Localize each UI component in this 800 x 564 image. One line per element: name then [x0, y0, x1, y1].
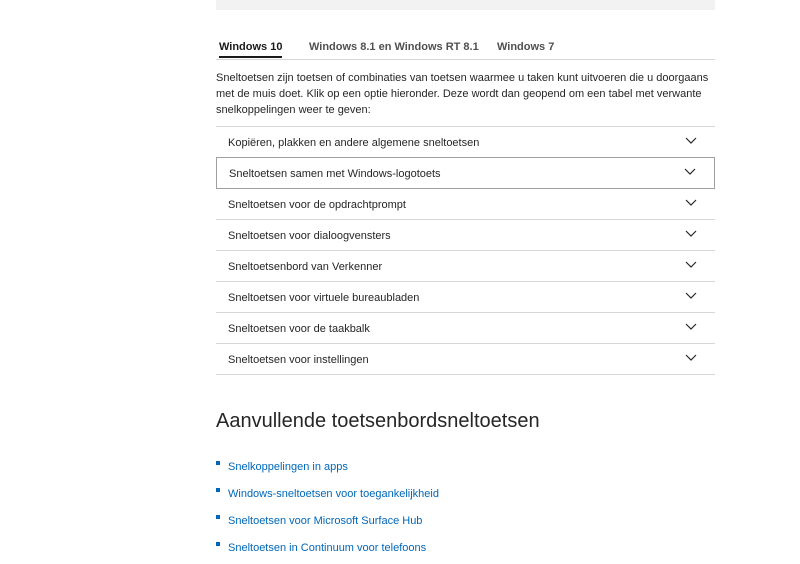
link-continuum-shortcuts[interactable]: Sneltoetsen in Continuum voor telefoons: [228, 542, 427, 554]
top-content-box: [216, 0, 715, 10]
accordion-item-taskbar[interactable]: [216, 313, 715, 344]
accordion-item-label: Sneltoetsen voor dialoogvensters: [228, 230, 391, 242]
accordion-item-label: Sneltoetsen voor de opdrachtprompt: [228, 199, 406, 211]
chevron-down-icon: [685, 354, 697, 362]
accordion-item-label: Sneltoetsenbord van Verkenner: [228, 261, 383, 273]
link-surface-hub-shortcuts[interactable]: Sneltoetsen voor Microsoft Surface Hub: [228, 515, 423, 527]
chevron-down-icon: [685, 137, 697, 145]
link-accessibility-shortcuts[interactable]: Windows-sneltoetsen voor toegankelijkheid: [228, 488, 439, 500]
accordion-item-file-explorer[interactable]: [216, 251, 715, 282]
accordion-item-label: Sneltoetsen voor instellingen: [228, 354, 369, 366]
accordion-item-label: Sneltoetsen voor virtuele bureaubladen: [228, 292, 420, 304]
accordion-item-label: Sneltoetsen samen met Windows-logotoets: [229, 168, 441, 180]
additional-shortcuts-heading: Aanvullende toetsenbordsneltoetsen: [216, 410, 540, 432]
bullet-icon: [216, 461, 220, 465]
chevron-down-icon: [685, 261, 697, 269]
tab-windows-7[interactable]: Windows 7: [497, 41, 555, 53]
accordion-item-dialog-boxes[interactable]: [216, 220, 715, 251]
chevron-down-icon: [685, 292, 697, 300]
bullet-icon: [216, 542, 220, 546]
os-version-tabs: [216, 40, 715, 60]
accordion-item-label: Sneltoetsen voor de taakbalk: [228, 323, 370, 335]
accordion-item-label: Kopiëren, plakken en andere algemene sneltoetsen: [228, 137, 480, 149]
tab-windows-8-1[interactable]: Windows 8.1 en Windows RT 8.1: [309, 41, 479, 53]
intro-text: Sneltoetsen zijn toetsen of combinaties van toetsen waarmee u taken kunt uitvoeren die u doorgaans met de muis doet. Klik op een optie hieronder. Deze wordt dan geopend om een tabel met verwante snelkoppelingen weer te geven:: [216, 72, 709, 116]
bullet-icon: [216, 515, 220, 519]
additional-links-list: [216, 456, 439, 564]
accordion-item-windows-logo-key[interactable]: [216, 157, 715, 189]
chevron-down-icon: [685, 230, 697, 238]
list-item: [216, 456, 439, 483]
tab-windows-10[interactable]: Windows 10: [219, 41, 282, 58]
accordion-item-virtual-desktops[interactable]: [216, 282, 715, 313]
list-item: [216, 537, 439, 564]
bullet-icon: [216, 488, 220, 492]
chevron-down-icon: [685, 323, 697, 331]
accordion-item-settings[interactable]: [216, 344, 715, 375]
chevron-down-icon: [685, 199, 697, 207]
list-item: [216, 483, 439, 510]
chevron-down-icon: [684, 168, 696, 176]
accordion-item-command-prompt[interactable]: [216, 189, 715, 220]
list-item: [216, 510, 439, 537]
shortcut-accordion: [216, 126, 715, 375]
accordion-item-general-shortcuts[interactable]: [216, 127, 715, 158]
link-app-shortcuts[interactable]: Snelkoppelingen in apps: [228, 461, 348, 473]
